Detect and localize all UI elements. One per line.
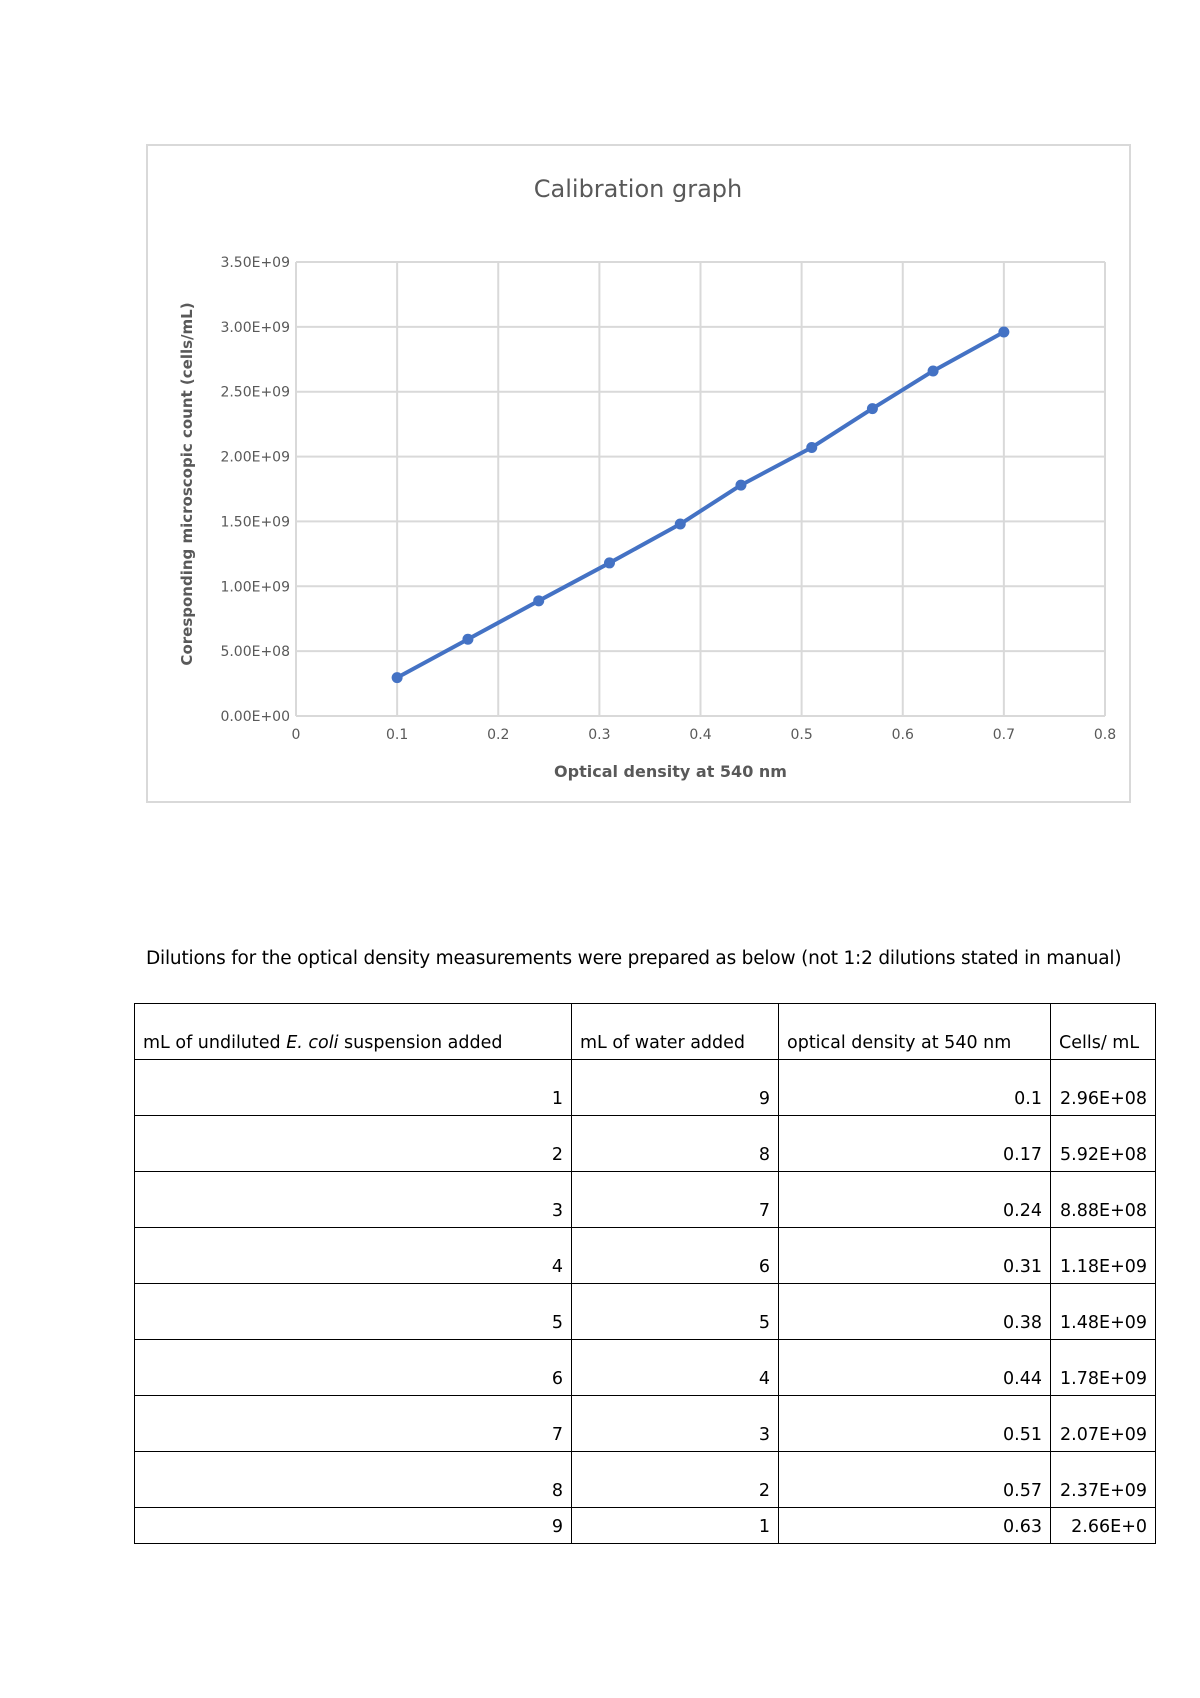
cell-water: 1	[572, 1508, 779, 1544]
y-tick-label: 1.00E+09	[220, 579, 290, 596]
cell-undiluted: 8	[135, 1452, 572, 1508]
cell-undiluted: 2	[135, 1116, 572, 1172]
x-tick-label: 0.3	[588, 727, 611, 743]
cell-water: 6	[572, 1228, 779, 1284]
data-point	[735, 480, 746, 491]
table-row	[135, 1340, 1156, 1396]
chart-title: Calibration graph	[533, 175, 743, 203]
y-tick-label: 5.00E+08	[220, 644, 290, 661]
cell-od: 0.38	[779, 1284, 1051, 1340]
cell-undiluted: 3	[135, 1172, 572, 1228]
cell-water: 7	[572, 1172, 779, 1228]
header-water: mL of water added	[572, 1004, 779, 1060]
dilutions-caption: Dilutions for the optical density measurements were prepared as below (not 1:2 dilutions stated in manual)	[146, 948, 1122, 969]
x-tick-label: 0.7	[992, 727, 1016, 743]
cell-cells: 1.78E+09	[1051, 1340, 1156, 1396]
cell-od: 0.24	[779, 1172, 1051, 1228]
cell-od: 0.1	[779, 1060, 1051, 1116]
x-tick-label: 0.8	[1093, 727, 1117, 743]
cell-od: 0.31	[779, 1228, 1051, 1284]
calibration-chart	[148, 146, 1129, 801]
x-tick-label: 0.5	[790, 727, 813, 743]
header-undiluted: mL of undiluted E. coli suspension added	[135, 1004, 572, 1060]
cell-od: 0.17	[779, 1116, 1051, 1172]
table-row	[135, 1172, 1156, 1228]
cell-water: 5	[572, 1284, 779, 1340]
cell-cells: 1.18E+09	[1051, 1228, 1156, 1284]
y-tick-label: 1.50E+09	[220, 514, 290, 531]
cell-water: 8	[572, 1116, 779, 1172]
y-tick-label: 3.50E+09	[220, 255, 290, 271]
cell-cells: 2.66E+0	[1051, 1508, 1156, 1544]
data-point	[462, 634, 473, 645]
cell-undiluted: 1	[135, 1060, 572, 1116]
cell-cells: 8.88E+08	[1051, 1172, 1156, 1228]
cell-undiluted: 7	[135, 1396, 572, 1452]
data-point	[392, 672, 403, 683]
data-point	[604, 557, 615, 568]
data-point	[998, 327, 1009, 338]
data-point	[675, 519, 686, 530]
cell-undiluted: 5	[135, 1284, 572, 1340]
table-row	[135, 1284, 1156, 1340]
cell-undiluted: 9	[135, 1508, 572, 1544]
cell-water: 3	[572, 1396, 779, 1452]
cell-water: 9	[572, 1060, 779, 1116]
cell-cells: 2.37E+09	[1051, 1452, 1156, 1508]
data-point	[928, 365, 939, 376]
x-tick-label: 0.2	[487, 727, 510, 743]
cell-od: 0.57	[779, 1452, 1051, 1508]
x-tick-label: 0.1	[385, 727, 409, 743]
y-axis-label: Coresponding microscopic count (cells/mL)	[178, 302, 196, 666]
cell-od: 0.51	[779, 1396, 1051, 1452]
cell-od: 0.44	[779, 1340, 1051, 1396]
chart-frame	[146, 144, 1131, 803]
x-tick-label: 0	[291, 727, 301, 743]
x-tick-label: 0.6	[891, 727, 914, 743]
x-tick-label: 0.4	[689, 727, 712, 743]
cell-od: 0.63	[779, 1508, 1051, 1544]
cell-undiluted: 4	[135, 1228, 572, 1284]
table-row	[135, 1508, 1156, 1544]
y-tick-label: 2.50E+09	[220, 384, 290, 401]
table-row	[135, 1060, 1156, 1116]
cell-undiluted: 6	[135, 1340, 572, 1396]
x-axis-label: Optical density at 540 nm	[554, 762, 787, 781]
header-cells: Cells/ mL	[1051, 1004, 1156, 1060]
table-row	[135, 1452, 1156, 1508]
data-point	[533, 595, 544, 606]
data-point	[867, 403, 878, 414]
cell-water: 2	[572, 1452, 779, 1508]
data-point	[806, 442, 817, 453]
table-header-row	[135, 1004, 1156, 1060]
cell-cells: 2.96E+08	[1051, 1060, 1156, 1116]
cell-cells: 1.48E+09	[1051, 1284, 1156, 1340]
y-tick-label: 2.00E+09	[220, 449, 290, 466]
cell-cells: 2.07E+09	[1051, 1396, 1156, 1452]
cell-cells: 5.92E+08	[1051, 1116, 1156, 1172]
table-row	[135, 1396, 1156, 1452]
table-row	[135, 1116, 1156, 1172]
dilutions-table	[134, 1003, 1156, 1544]
cell-water: 4	[572, 1340, 779, 1396]
table-row	[135, 1228, 1156, 1284]
y-tick-label: 3.00E+09	[220, 319, 290, 336]
header-od: optical density at 540 nm	[779, 1004, 1051, 1060]
y-tick-label: 0.00E+00	[220, 709, 290, 725]
